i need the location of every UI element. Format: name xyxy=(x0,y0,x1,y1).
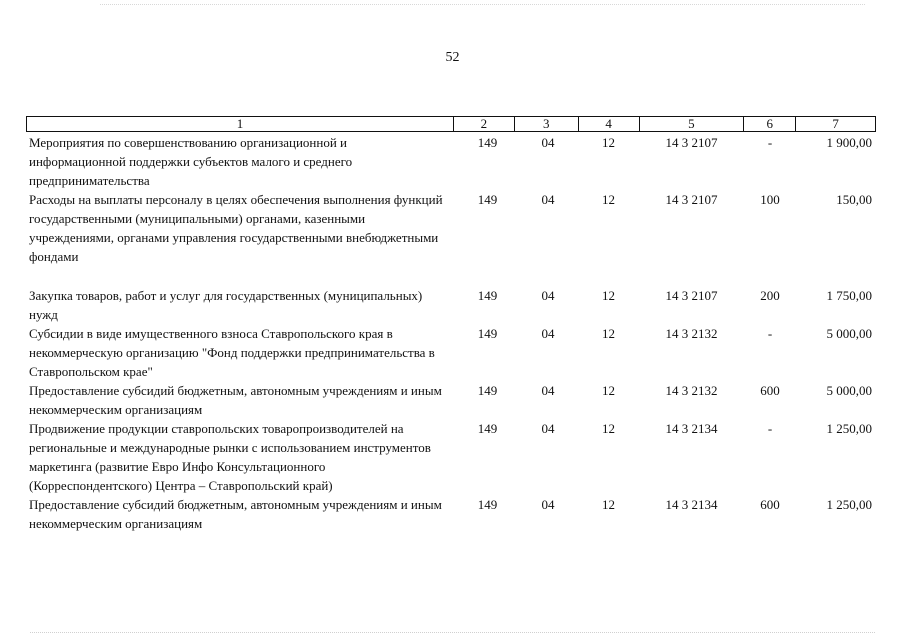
row-col-5: 14 3 2107 xyxy=(665,192,718,207)
row-col-7: 5 000,00 xyxy=(826,383,872,398)
row-col-5: 14 3 2134 xyxy=(665,421,718,436)
table-row xyxy=(26,133,876,190)
row-name: Предоставление субсидий бюджетным, автономным учреждениям и иным некоммерческим организациям xyxy=(29,497,442,531)
table-row xyxy=(26,286,876,324)
row-col-3: 04 xyxy=(541,135,555,150)
row-name: Продвижение продукции ставропольских товаропроизводителей на региональные и международные рынки с использованием инструментов маркетинга (развитие Евро Инфо Консультационного (Корреспондентского) Центра – Ставропольский край) xyxy=(29,421,431,493)
row-col-7: 1 250,00 xyxy=(826,497,872,512)
row-col-7: 1 900,00 xyxy=(826,135,872,150)
row-col-3: 04 xyxy=(541,383,555,398)
table-row xyxy=(26,495,876,533)
table-row xyxy=(26,324,876,381)
row-spacer xyxy=(26,266,876,286)
row-col-3: 04 xyxy=(541,421,555,436)
row-col-5: 14 3 2132 xyxy=(665,383,718,398)
table-header xyxy=(26,116,876,132)
header-col-7: 7 xyxy=(795,117,875,131)
row-name: Расходы на выплаты персоналу в целях обеспечения выполнения функций государственными (муниципальными) органами, казенными учреждениями, органами управления государственными внебюджетными фондами xyxy=(29,192,443,264)
table-row xyxy=(26,381,876,419)
header-col-6: 6 xyxy=(743,117,795,131)
row-name: Закупка товаров, работ и услуг для государственных (муниципальных) нужд xyxy=(29,288,423,322)
table-row xyxy=(26,190,876,266)
row-col-2: 149 xyxy=(477,135,498,150)
row-col-4: 12 xyxy=(602,497,615,512)
row-col-2: 149 xyxy=(477,326,498,341)
row-col-6: 100 xyxy=(760,192,780,207)
row-col-6: 600 xyxy=(760,383,780,398)
row-name: Мероприятия по совершенствованию организационной и информационной поддержки субъектов малого и среднего предпринимательства xyxy=(29,135,353,188)
row-col-7: 5 000,00 xyxy=(826,326,872,341)
row-col-2: 149 xyxy=(477,497,498,512)
row-col-2: 149 xyxy=(477,192,498,207)
header-col-4: 4 xyxy=(578,117,639,131)
row-col-5: 14 3 2107 xyxy=(665,135,718,150)
header-col-5: 5 xyxy=(639,117,744,131)
row-col-6: 600 xyxy=(760,497,780,512)
row-col-5: 14 3 2132 xyxy=(665,326,718,341)
row-col-3: 04 xyxy=(541,288,555,303)
row-col-3: 04 xyxy=(541,192,555,207)
row-col-6: - xyxy=(767,326,773,341)
table-row xyxy=(26,419,876,495)
row-name: Субсидии в виде имущественного взноса Ставропольского края в некоммерческую организацию "Фонд поддержки предпринимательства в Ставропольском крае" xyxy=(29,326,435,379)
row-col-6: 200 xyxy=(760,288,780,303)
row-col-7: 1 750,00 xyxy=(826,288,872,303)
row-col-5: 14 3 2107 xyxy=(665,288,718,303)
row-name: Предоставление субсидий бюджетным, автономным учреждениям и иным некоммерческим организациям xyxy=(29,383,442,417)
row-col-7: 150,00 xyxy=(836,192,872,207)
row-col-2: 149 xyxy=(477,383,498,398)
row-col-4: 12 xyxy=(602,421,615,436)
row-col-4: 12 xyxy=(602,135,615,150)
row-col-2: 149 xyxy=(477,421,498,436)
table-body xyxy=(26,133,876,533)
row-col-3: 04 xyxy=(541,497,555,512)
scan-artifact-bottom xyxy=(30,632,875,634)
row-col-4: 12 xyxy=(602,192,615,207)
row-col-6: - xyxy=(767,135,773,150)
row-col-7: 1 250,00 xyxy=(826,421,872,436)
row-col-4: 12 xyxy=(602,288,615,303)
header-col-2: 2 xyxy=(453,117,514,131)
row-col-5: 14 3 2134 xyxy=(665,497,718,512)
scan-artifact-top xyxy=(100,4,865,6)
page-number: 52 xyxy=(445,50,460,65)
row-col-3: 04 xyxy=(541,326,555,341)
row-col-6: - xyxy=(767,421,773,436)
header-col-3: 3 xyxy=(514,117,578,131)
header-col-1: 1 xyxy=(236,116,244,131)
row-col-2: 149 xyxy=(477,288,498,303)
row-col-4: 12 xyxy=(602,326,615,341)
row-col-4: 12 xyxy=(602,383,615,398)
